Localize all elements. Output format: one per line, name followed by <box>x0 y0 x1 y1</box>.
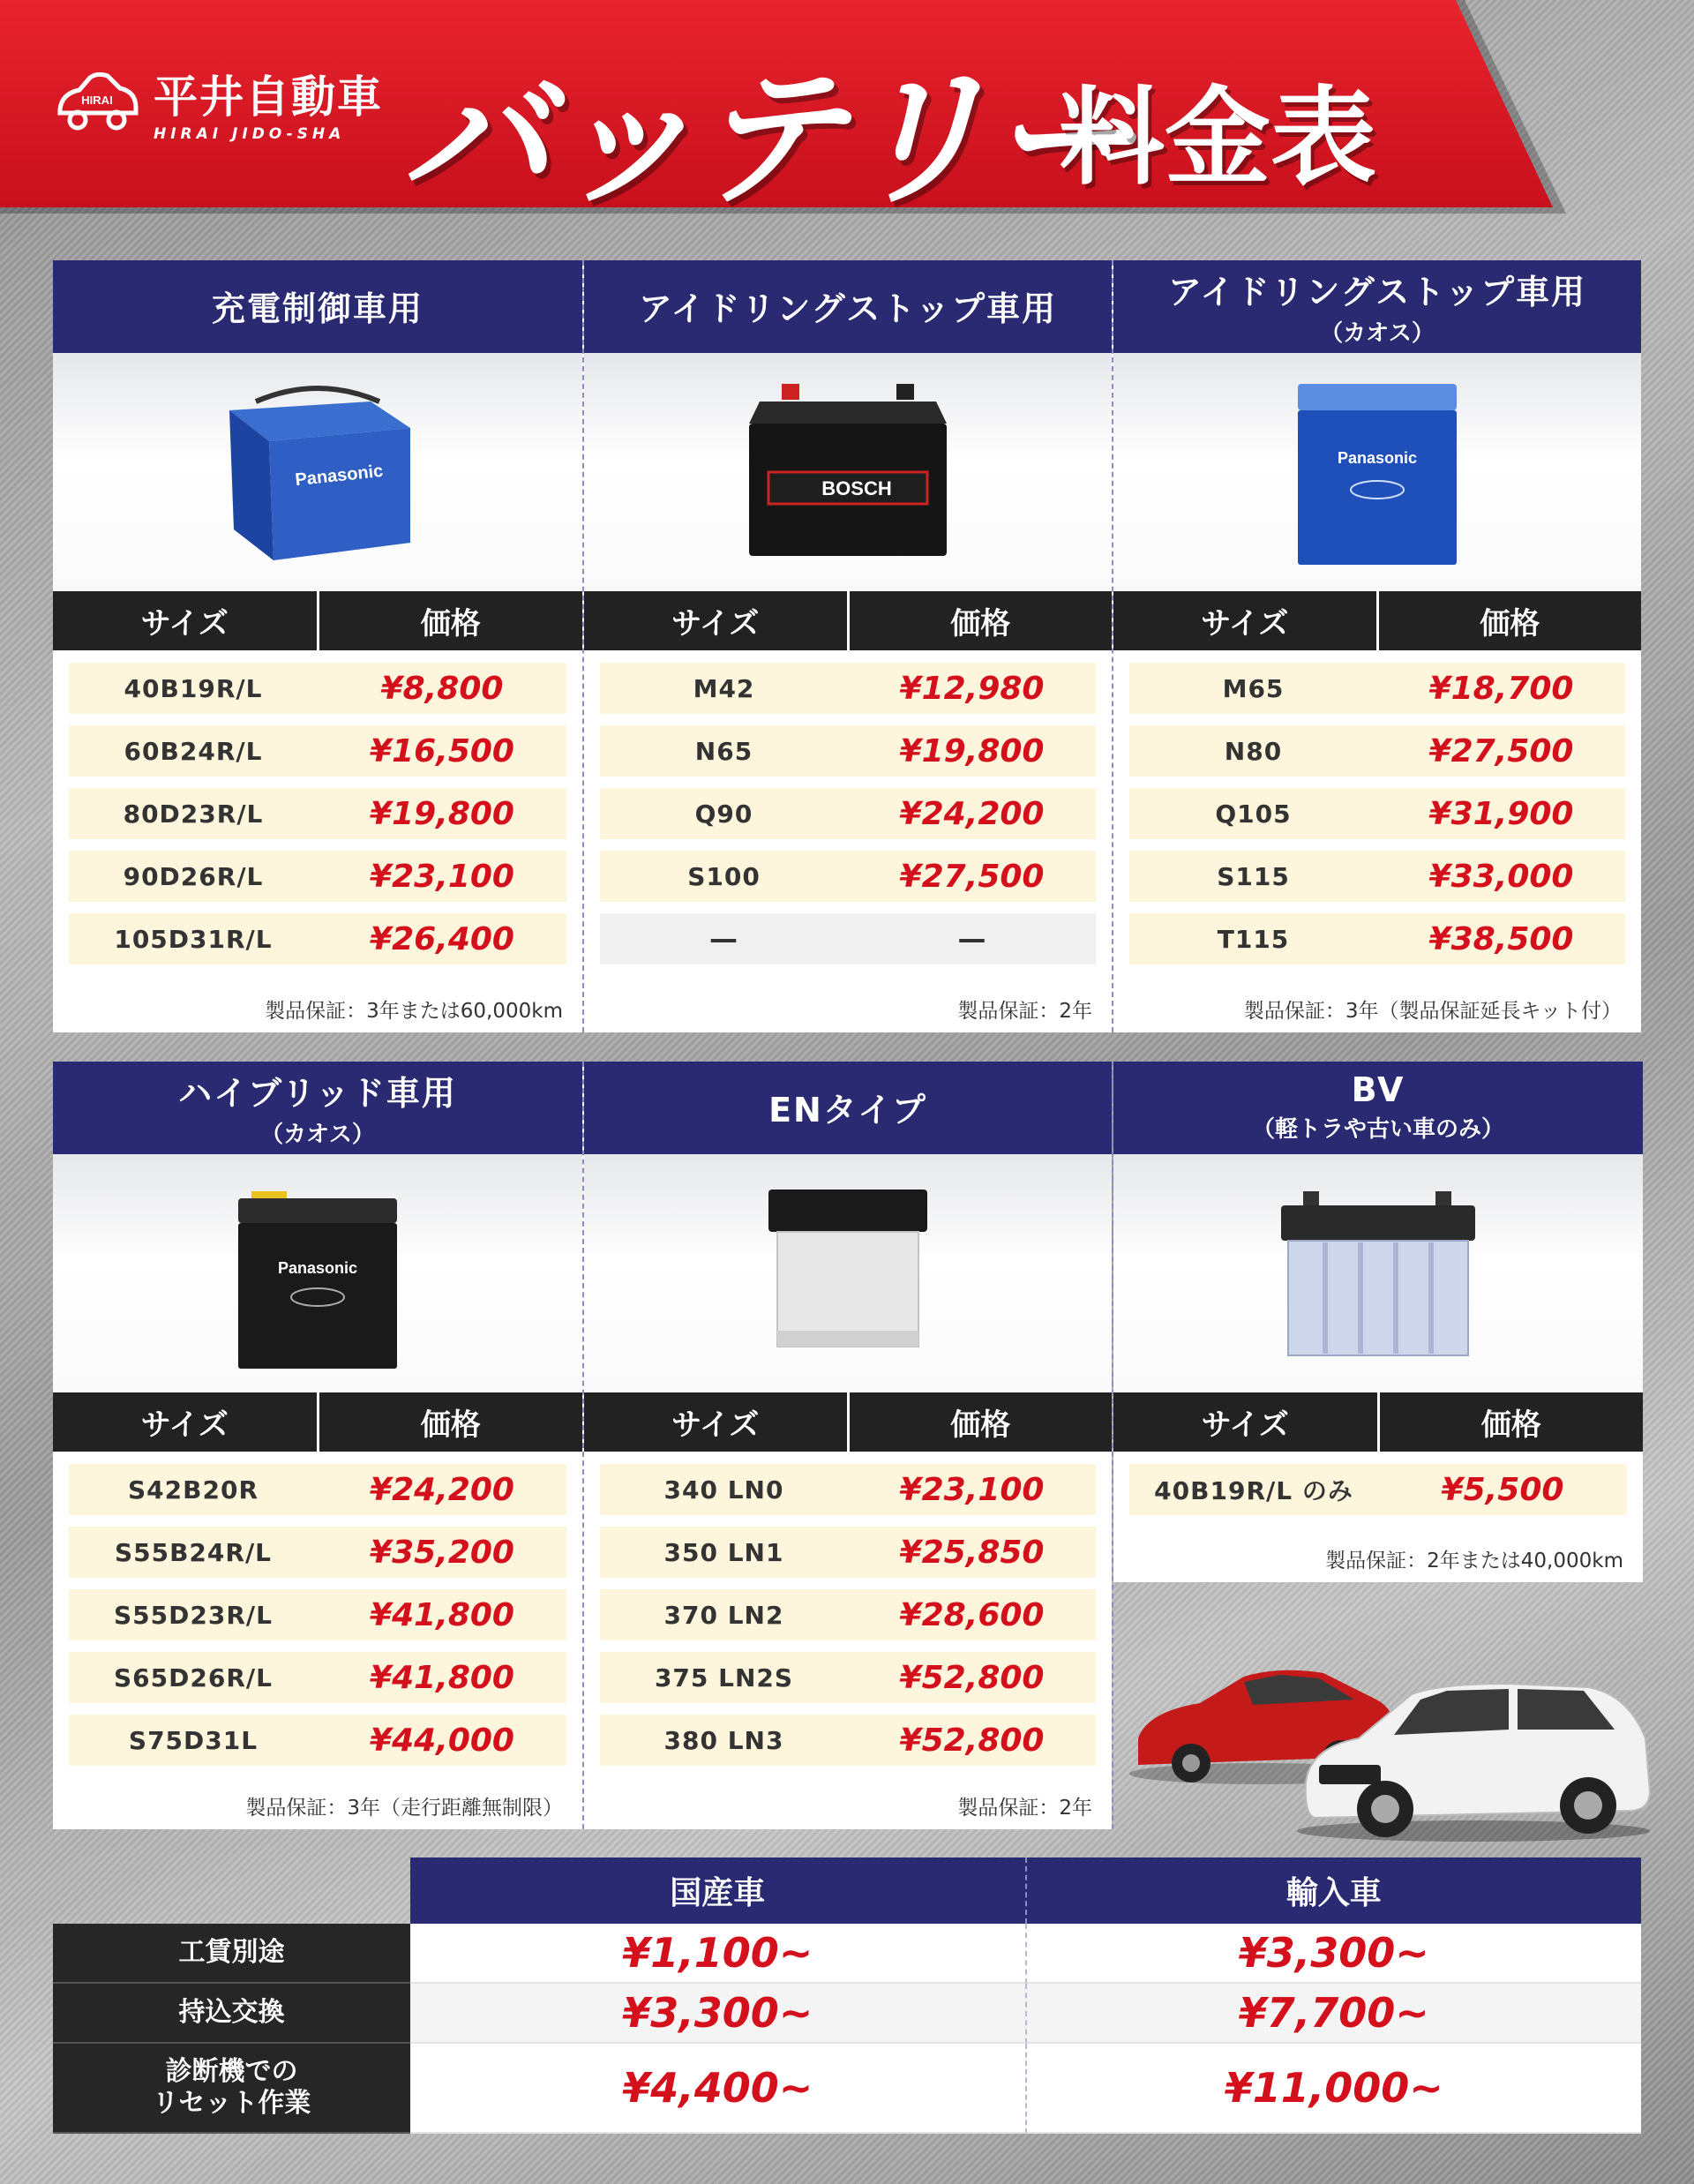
column-header <box>584 591 1112 650</box>
panel-title: アイドリングストップ車用 <box>638 289 1058 328</box>
battery-grid-top <box>53 260 1641 1032</box>
size-value: N80 <box>1224 736 1283 766</box>
warranty-note: 製品保証：3年または60,000km <box>265 1000 563 1023</box>
size-value: 40B19R/L <box>124 673 263 703</box>
price-row <box>600 788 1096 839</box>
size-value: 40B19R/L のみ <box>1154 1476 1353 1505</box>
size-header: サイズ <box>1113 1392 1380 1452</box>
panel-title: BV <box>1351 1070 1405 1109</box>
page-title-sub: 料金表 <box>1059 77 1376 199</box>
bv-battery-icon <box>1272 1181 1484 1366</box>
price-row <box>69 913 566 964</box>
labor-fee-table <box>53 1858 1641 2134</box>
size-value: S42B20R <box>128 1475 259 1505</box>
size-value: S55B24R/L <box>114 1537 273 1567</box>
price-row-empty <box>600 913 1096 964</box>
price-value: ¥41,800 <box>370 1596 514 1633</box>
price-value: ¥38,500 <box>1428 920 1574 957</box>
size-value: 375 LN2S <box>654 1662 794 1692</box>
panel-header <box>53 1062 582 1154</box>
price-list <box>53 650 582 964</box>
price-value: ¥16,500 <box>370 732 514 769</box>
size-value: M65 <box>1222 673 1285 703</box>
price-header: 価格 <box>1480 1407 1541 1443</box>
price-value: ¥44,000 <box>370 1722 514 1759</box>
price-value: ¥19,800 <box>370 795 514 832</box>
price-row <box>1129 725 1625 777</box>
price-row <box>1129 663 1625 714</box>
price-value: ¥35,200 <box>370 1534 514 1571</box>
car-logo-icon <box>53 67 141 138</box>
imported-price: ¥3,300~ <box>1027 1924 1642 1984</box>
price-header: 価格 <box>1480 606 1540 642</box>
price-row <box>69 725 566 777</box>
price-row <box>1129 788 1625 839</box>
domestic-header: 国産車 <box>410 1858 1027 1924</box>
price-value: ¥33,000 <box>1428 858 1574 895</box>
domestic-price: ¥3,300~ <box>410 1984 1027 2044</box>
panel-charge-control <box>53 260 582 1032</box>
size-header: サイズ <box>53 1392 319 1452</box>
size-value: S65D26R/L <box>114 1662 273 1692</box>
column-header <box>53 1392 582 1452</box>
price-row <box>600 1527 1096 1578</box>
price-list <box>1113 650 1641 964</box>
price-value: ¥19,800 <box>899 732 1045 769</box>
price-row <box>600 1589 1096 1640</box>
price-value: ¥12,980 <box>899 670 1045 707</box>
panel-subtitle: （カオス） <box>1320 319 1435 347</box>
price-row <box>69 788 566 839</box>
page-title: バッテリー <box>401 52 1135 227</box>
warranty-note: 製品保証：2年または40,000km <box>1325 1550 1623 1572</box>
price-value: ¥24,200 <box>370 1471 514 1508</box>
labor-label: 持込交換 <box>53 1984 410 2044</box>
panel-subtitle: （軽トラや古い車のみ） <box>1251 1116 1504 1143</box>
logo-subtitle: HIRAI JIDO-SHA <box>154 125 346 143</box>
labor-row <box>53 1924 1641 1984</box>
labor-label: 工賃別途 <box>53 1924 410 1984</box>
panel-title: ENタイプ <box>768 1091 927 1130</box>
price-value: ¥28,600 <box>899 1596 1045 1633</box>
warranty-note: 製品保証：3年（製品保証延長キット付） <box>1243 1000 1622 1023</box>
price-value: ¥27,500 <box>1428 732 1574 769</box>
price-row <box>69 1527 566 1578</box>
price-row <box>600 851 1096 902</box>
panel-header <box>1113 1062 1643 1154</box>
price-value: ¥24,200 <box>899 795 1045 832</box>
size-header: サイズ <box>53 591 319 650</box>
bv-box <box>1113 1062 1643 1582</box>
price-row <box>600 663 1096 714</box>
panasonic-battery-icon <box>203 375 432 569</box>
battery-image <box>584 353 1112 591</box>
battery-image <box>53 353 582 591</box>
price-value: ¥23,100 <box>370 858 514 895</box>
panel-title: アイドリングストップ車用 <box>1167 272 1587 311</box>
price-header: 価格 <box>420 606 481 642</box>
panel-idling-stop-caos <box>1112 260 1641 1032</box>
panel-header <box>1113 260 1641 353</box>
panel-title: ハイブリッド車用 <box>178 1073 457 1113</box>
imported-price: ¥11,000~ <box>1027 2044 1642 2134</box>
logo-name: 平井自動車 <box>154 71 383 123</box>
size-header: サイズ <box>584 1392 850 1452</box>
column-header <box>1113 1392 1643 1452</box>
panasonic-caos-battery-icon <box>1289 371 1465 574</box>
svg-text:Panasonic: Panasonic <box>1337 449 1418 467</box>
panel-title: 充電制御車用 <box>211 289 424 328</box>
warranty-note: 製品保証：3年（走行距離無制限） <box>245 1797 563 1820</box>
size-value: S100 <box>687 861 761 891</box>
price-row <box>69 1652 566 1703</box>
price-row <box>69 1715 566 1766</box>
size-value: 80D23R/L <box>123 799 264 829</box>
size-value: 105D31R/L <box>114 924 273 954</box>
price-row <box>1129 851 1625 902</box>
battery-image <box>1113 1154 1643 1392</box>
size-header: サイズ <box>584 591 850 650</box>
size-value: Q90 <box>694 799 753 829</box>
price-value: ¥41,800 <box>370 1659 514 1696</box>
price-list <box>584 1452 1112 1766</box>
price-row <box>600 725 1096 777</box>
domestic-price: ¥4,400~ <box>410 2044 1027 2134</box>
size-value: Q105 <box>1215 799 1292 829</box>
panel-subtitle: （カオス） <box>260 1121 375 1148</box>
size-value: 340 LN0 <box>663 1475 784 1505</box>
size-value: S115 <box>1217 861 1290 891</box>
imported-header: 輸入車 <box>1285 1875 1382 1911</box>
car-icon <box>1129 1641 1659 1844</box>
cars-illustration <box>1129 1641 1659 1844</box>
price-value: ¥31,900 <box>1428 795 1574 832</box>
price-value: ¥25,850 <box>899 1534 1045 1571</box>
size-value: 60B24R/L <box>124 736 263 766</box>
price-row <box>600 1464 1096 1515</box>
price-header: 価格 <box>950 1407 1011 1443</box>
price-value: ¥5,500 <box>1441 1471 1564 1508</box>
labor-label: 診断機での リセット作業 <box>53 2044 410 2134</box>
svg-text:Panasonic: Panasonic <box>277 1259 358 1277</box>
column-header <box>1113 591 1641 650</box>
panel-header <box>584 1062 1112 1154</box>
en-battery-icon <box>755 1181 941 1366</box>
logo <box>53 62 383 143</box>
battery-image <box>584 1154 1112 1392</box>
svg-text:Panasonic: Panasonic <box>294 461 385 491</box>
warranty-note: 製品保証：2年 <box>957 1797 1092 1820</box>
warranty-note: 製品保証：2年 <box>957 1000 1092 1023</box>
price-value: ¥27,500 <box>899 858 1045 895</box>
imported-price: ¥7,700~ <box>1027 1984 1642 2044</box>
size-value: 380 LN3 <box>663 1725 784 1755</box>
price-row <box>600 1652 1096 1703</box>
size-header: サイズ <box>1113 591 1379 650</box>
price-value: ¥52,800 <box>899 1659 1045 1696</box>
battery-image <box>1113 353 1641 591</box>
panel-header <box>584 260 1112 353</box>
size-value: N65 <box>694 736 753 766</box>
size-value: 370 LN2 <box>663 1600 784 1630</box>
panel-en-type <box>582 1062 1112 1829</box>
price-row <box>69 1464 566 1515</box>
price-header: 価格 <box>420 1407 481 1443</box>
panel-hybrid <box>53 1062 582 1829</box>
price-list <box>584 650 1112 964</box>
bosch-battery-icon <box>742 375 954 569</box>
panel-header <box>53 260 582 353</box>
panasonic-hybrid-battery-icon <box>229 1172 406 1375</box>
price-list <box>53 1452 582 1766</box>
price-row <box>600 1715 1096 1766</box>
price-value: ¥52,800 <box>899 1722 1045 1759</box>
size-value: 90D26R/L <box>123 861 264 891</box>
column-header <box>584 1392 1112 1452</box>
price-row <box>1129 913 1625 964</box>
price-list <box>1113 1452 1643 1515</box>
price-row <box>1129 1464 1627 1515</box>
labor-table-header <box>410 1858 1641 1924</box>
price-row <box>69 1589 566 1640</box>
size-value: S55D23R/L <box>114 1600 273 1630</box>
price-value: ¥26,400 <box>370 920 514 957</box>
labor-row <box>53 1984 1641 2044</box>
battery-image <box>53 1154 582 1392</box>
domestic-price: ¥1,100~ <box>410 1924 1027 1984</box>
price-value: ¥23,100 <box>899 1471 1045 1508</box>
price-header: 価格 <box>950 606 1011 642</box>
size-value: M42 <box>693 673 755 703</box>
svg-text:BOSCH: BOSCH <box>821 477 892 499</box>
price-value: ¥8,800 <box>380 670 504 707</box>
labor-row <box>53 2044 1641 2134</box>
size-value: S75D31L <box>128 1725 259 1755</box>
size-value: T115 <box>1217 924 1290 954</box>
column-header <box>53 591 582 650</box>
price-value: ¥18,700 <box>1428 670 1574 707</box>
price-row <box>69 851 566 902</box>
panel-idling-stop <box>582 260 1112 1032</box>
svg-text:HIRAI: HIRAI <box>81 94 113 107</box>
price-value: — <box>957 922 986 956</box>
price-row <box>69 663 566 714</box>
size-value: 350 LN1 <box>663 1537 784 1567</box>
size-value: — <box>709 922 738 956</box>
